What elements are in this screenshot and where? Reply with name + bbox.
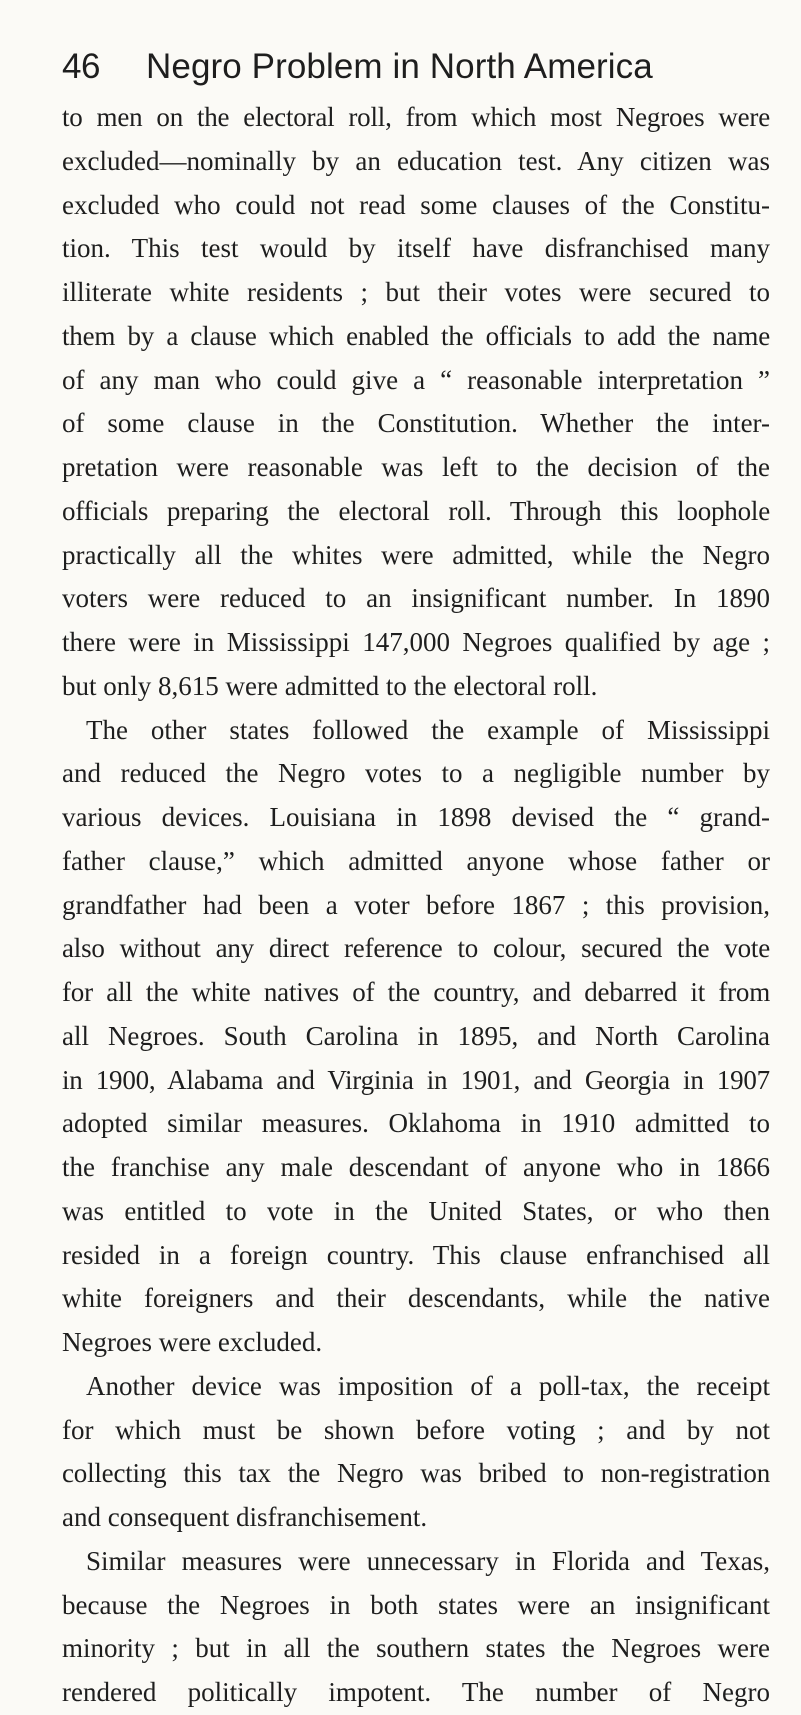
text-line: collecting this tax the Negro was bribed to non-registration bbox=[62, 1458, 770, 1489]
page-header bbox=[62, 40, 682, 94]
text-line: illiterate white residents ; but their votes were secured to bbox=[62, 277, 770, 307]
text-line: to men on the electoral roll, from which most Negroes were bbox=[62, 102, 770, 132]
text-line: resided in a foreign country. This clause enfranchised all bbox=[62, 1239, 770, 1270]
text-line: also without any direct reference to colour, secured the vote bbox=[62, 933, 770, 964]
text-line: and reduced the Negro votes to a negligible number by bbox=[62, 758, 770, 789]
body-text bbox=[62, 96, 770, 1715]
text-line: was entitled to vote in the United States, or who then bbox=[62, 1195, 770, 1226]
text-line: pretation were reasonable was left to the decision of the bbox=[62, 452, 770, 482]
text-line: voters were reduced to an insignificant number. In 1890 bbox=[62, 583, 770, 614]
text-line: of any man who could give a “ reasonable interpretation ” bbox=[62, 364, 770, 395]
text-line: white foreigners and their descendants, while the native bbox=[62, 1283, 770, 1314]
text-line: father clause,” which admitted anyone whose father or bbox=[62, 845, 770, 876]
text-line: excluded—nominally by an education test. Any citizen was bbox=[62, 145, 770, 176]
text-line: officials preparing the electoral roll. Through this loophole bbox=[62, 495, 770, 526]
text-line: but only 8,615 were admitted to the electoral roll. bbox=[62, 670, 598, 701]
text-line: for all the white natives of the country, and debarred it from bbox=[62, 977, 770, 1007]
running-head: Negro Problem in North America bbox=[146, 47, 653, 86]
text-line: of some clause in the Constitution. Whether the inter- bbox=[62, 408, 770, 439]
text-line: Another device was imposition of a poll-tax, the receipt bbox=[86, 1370, 770, 1401]
text-line: rendered politically impotent. The number of Negro bbox=[62, 1677, 770, 1707]
text-line: practically all the whites were admitted, while the Negro bbox=[62, 539, 770, 570]
text-line: all Negroes. South Carolina in 1895, and North Carolina bbox=[62, 1020, 770, 1051]
text-line: because the Negroes in both states were an insignificant bbox=[62, 1589, 770, 1620]
text-line: minority ; but in all the southern states the Negroes were bbox=[62, 1633, 770, 1664]
text-line: Negroes were excluded. bbox=[62, 1327, 323, 1357]
text-line: them by a clause which enabled the officials to add the name bbox=[62, 320, 770, 351]
text-line: for which must be shown before voting ; and by not bbox=[62, 1414, 770, 1445]
text-line: The other states followed the example of Mississippi bbox=[86, 714, 770, 745]
text-line: excluded who could not read some clauses of the Constitu- bbox=[62, 189, 770, 220]
text-line: Similar measures were unnecessary in Florida and Texas, bbox=[86, 1545, 770, 1576]
text-line: adopted similar measures. Oklahoma in 1910 admitted to bbox=[62, 1108, 770, 1139]
text-line: in 1900, Alabama and Virginia in 1901, and Georgia in 1907 bbox=[62, 1064, 770, 1095]
text-line: tion. This test would by itself have disfranchised many bbox=[62, 233, 770, 264]
text-line: the franchise any male descendant of anyone who in 1866 bbox=[62, 1152, 770, 1182]
page-number: 46 bbox=[62, 47, 100, 86]
text-line: there were in Mississippi 147,000 Negroes qualified by age ; bbox=[62, 627, 770, 657]
text-line: various devices. Louisiana in 1898 devised the “ grand- bbox=[62, 802, 770, 832]
text-line: grandfather had been a voter before 1867 ; this provision, bbox=[62, 889, 770, 920]
text-line: and consequent disfranchisement. bbox=[62, 1502, 428, 1532]
